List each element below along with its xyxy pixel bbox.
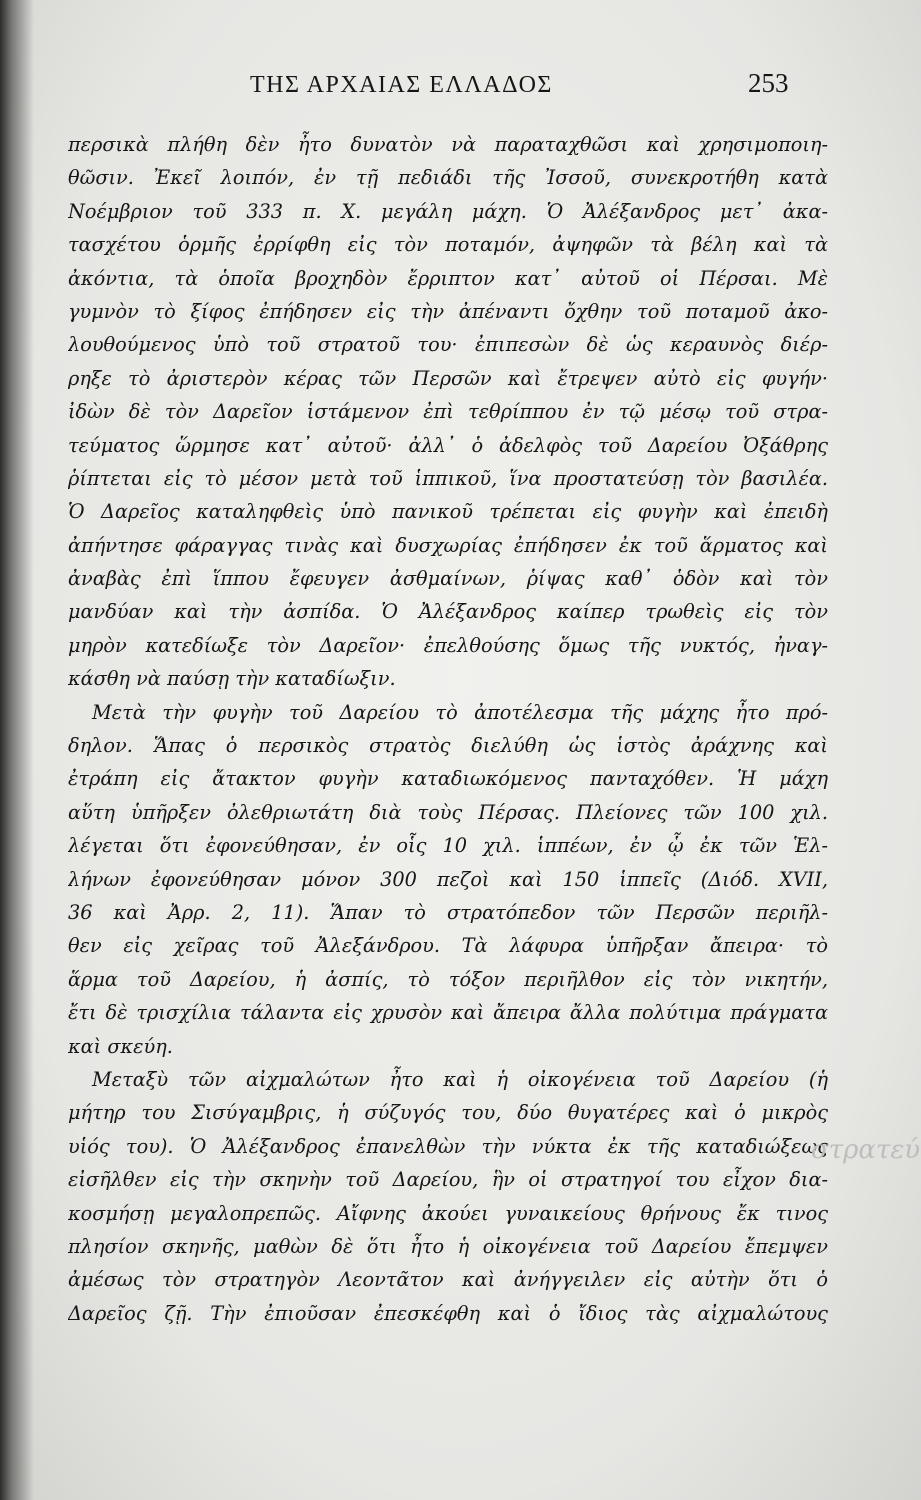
text-line: υἱός του). Ὁ Ἀλέξανδρος ἐπανελθὼν τὴν νύκτα ἐκ τῆς καταδιώξεως: [68, 1134, 828, 1158]
text-line: ἀμέσως τὸν στρατηγὸν Λεοντᾶτον καὶ ἀνήγγειλεν εἰς αὐτὴν ὅτι ὁ: [68, 1268, 828, 1292]
text-line: Ὁ Δαρεῖος καταληφθεὶς ὑπὸ πανικοῦ τρέπεται εἰς φυγὴν καὶ ἐπειδὴ: [68, 500, 828, 524]
paragraph-end-line: καὶ σκεύη.: [68, 1034, 173, 1058]
text-line: εἰσῆλθεν εἰς τὴν σκηνὴν τοῦ Δαρείου, ἣν οἱ στρατηγοί του εἶχον δια-: [68, 1168, 828, 1192]
text-line: ἅρμα τοῦ Δαρείου, ἡ ἀσπίς, τὸ τόξον περιῆλθον εἰς τὸν νικητήν,: [68, 967, 828, 991]
text-line: 36 καὶ Ἀρρ. 2, 11). Ἅπαν τὸ στρατόπεδον τῶν Περσῶν περιῆλ-: [68, 900, 828, 924]
text-line: δηλον. Ἅπας ὁ περσικὸς στρατὸς διελύθη ὡς ἱστὸς ἀράχνης καὶ: [68, 734, 828, 758]
text-line: ρηξε τὸ ἀριστερὸν κέρας τῶν Περσῶν καὶ ἔτρεψεν αὐτὸ εἰς φυγήν·: [68, 366, 828, 390]
text-line: τασχέτου ὁρμῆς ἐρρίφθη εἰς τὸν ποταμόν, ἀψηφῶν τὰ βέλη καὶ τὰ: [68, 233, 828, 257]
paragraph-start-line: Μεταξὺ τῶν αἰχμαλώτων ἦτο καὶ ἡ οἰκογένεια τοῦ Δαρείου (ἡ: [92, 1067, 828, 1091]
text-line: Νοέμβριον τοῦ 333 π. Χ. μεγάλη μάχη. Ὁ Ἀλέξανδρος μετ᾽ ἀκα-: [68, 199, 828, 223]
text-line: ἀναβὰς ἐπὶ ἵππου ἔφευγεν ἀσθμαίνων, ῥίψας καθ᾽ ὁδὸν καὶ τὸν: [68, 567, 828, 591]
text-line: μανδύαν καὶ τὴν ἀσπίδα. Ὁ Ἀλέξανδρος καίπερ τρωθεὶς εἰς τὸν: [68, 600, 828, 624]
text-line: μήτηρ του Σισύγαμβρις, ἡ σύζυγός του, δύο θυγατέρες καὶ ὁ μικρὸς: [68, 1101, 828, 1125]
text-line: λέγεται ὅτι ἐφονεύθησαν, ἐν οἷς 10 χιλ. ἱππέων, ἐν ᾧ ἐκ τῶν Ἑλ-: [68, 834, 828, 858]
text-line: περσικὰ πλήθη δὲν ἦτο δυνατὸν νὰ παραταχθῶσι καὶ χρησιμοποιη-: [68, 133, 828, 156]
text-line: αὕτη ὑπῆρξεν ὀλεθριωτάτη διὰ τοὺς Πέρσας. Πλείονες τῶν 100 χιλ.: [68, 800, 828, 824]
page-header: [0, 68, 921, 108]
running-title: ΤΗΣ ΑΡΧΑΙΑΣ ΕΛΛΑΔΟΣ: [250, 72, 553, 98]
text-line: ἀπήντησε φάραγγας τινὰς καὶ δυσχωρίας ἐπήδησεν ἐκ τοῦ ἅρματος καὶ: [68, 533, 828, 557]
text-line: μηρὸν κατεδίωξε τὸν Δαρεῖον· ἐπελθούσης ὅμως τῆς νυκτός, ἠναγ-: [68, 633, 828, 657]
text-line: γυμνὸν τὸ ξίφος ἐπήδησεν εἰς τὴν ἀπέναντι ὄχθην τοῦ ποταμοῦ ἀκο-: [68, 299, 828, 323]
text-line: λουθούμενος ὑπὸ τοῦ στρατοῦ του· ἐπιπεσὼν δὲ ὡς κεραυνὸς διέρ-: [68, 333, 828, 357]
paragraph-end-line: κάσθη νὰ παύσῃ τὴν καταδίωξιν.: [68, 667, 396, 691]
page-number: 253: [748, 68, 789, 98]
text-line: Δαρεῖος ζῇ. Τὴν ἐπιοῦσαν ἐπεσκέφθη καὶ ὁ ἴδιος τὰς αἰχμαλώτους: [68, 1301, 828, 1325]
text-line: κοσμήσῃ μεγαλοπρεπῶς. Αἴφνης ἀκούει γυναικείους θρήνους ἔκ τινος: [68, 1201, 828, 1225]
text-line: ἔτι δὲ τρισχίλια τάλαντα εἰς χρυσὸν καὶ ἄπειρα ἄλλα πολύτιμα πράγματα: [68, 1001, 828, 1025]
text-line: ἐτράπη εἰς ἄτακτον φυγὴν καταδιωκόμενος πανταχόθεν. Ἡ μάχη: [68, 767, 828, 791]
text-line: ἰδὼν δὲ τὸν Δαρεῖον ἱστάμενον ἐπὶ τεθρίππου ἐν τῷ μέσῳ τοῦ στρα-: [68, 400, 828, 424]
text-line: πλησίον σκηνῆς, μαθὼν δὲ ὅτι ἦτο ἡ οἰκογένεια τοῦ Δαρείου ἔπεμψεν: [68, 1234, 828, 1258]
body-text: [68, 128, 828, 1330]
text-line: λήνων ἐφονεύθησαν μόνον 300 πεζοὶ καὶ 150 ἱππεῖς (Διόδ. XVII,: [68, 867, 828, 891]
bleed-through-text: στρατεύ: [811, 1135, 921, 1165]
paragraph-start-line: Μετὰ τὴν φυγὴν τοῦ Δαρείου τὸ ἀποτέλεσμα τῆς μάχης ἦτο πρό-: [92, 700, 828, 724]
text-line: ἀκόντια, τὰ ὁποῖα βροχηδὸν ἔρριπτον κατ᾽ αὐτοῦ οἱ Πέρσαι. Μὲ: [68, 266, 828, 290]
text-line: θῶσιν. Ἐκεῖ λοιπόν, ἐν τῇ πεδιάδι τῆς Ἰσσοῦ, συνεκροτήθη κατὰ: [68, 166, 828, 190]
text-line: ῥίπτεται εἰς τὸ μέσον μετὰ τοῦ ἱππικοῦ, ἵνα προστατεύσῃ τὸν βασιλέα.: [68, 466, 828, 490]
text-line: θεν εἰς χεῖρας τοῦ Ἀλεξάνδρου. Τὰ λάφυρα ὑπῆρξαν ἄπειρα· τὸ: [68, 934, 828, 958]
text-line: τεύματος ὥρμησε κατ᾽ αὐτοῦ· ἀλλ᾽ ὁ ἀδελφὸς τοῦ Δαρείου Ὀξάθρης: [68, 433, 828, 457]
binding-shadow: [0, 0, 34, 1500]
